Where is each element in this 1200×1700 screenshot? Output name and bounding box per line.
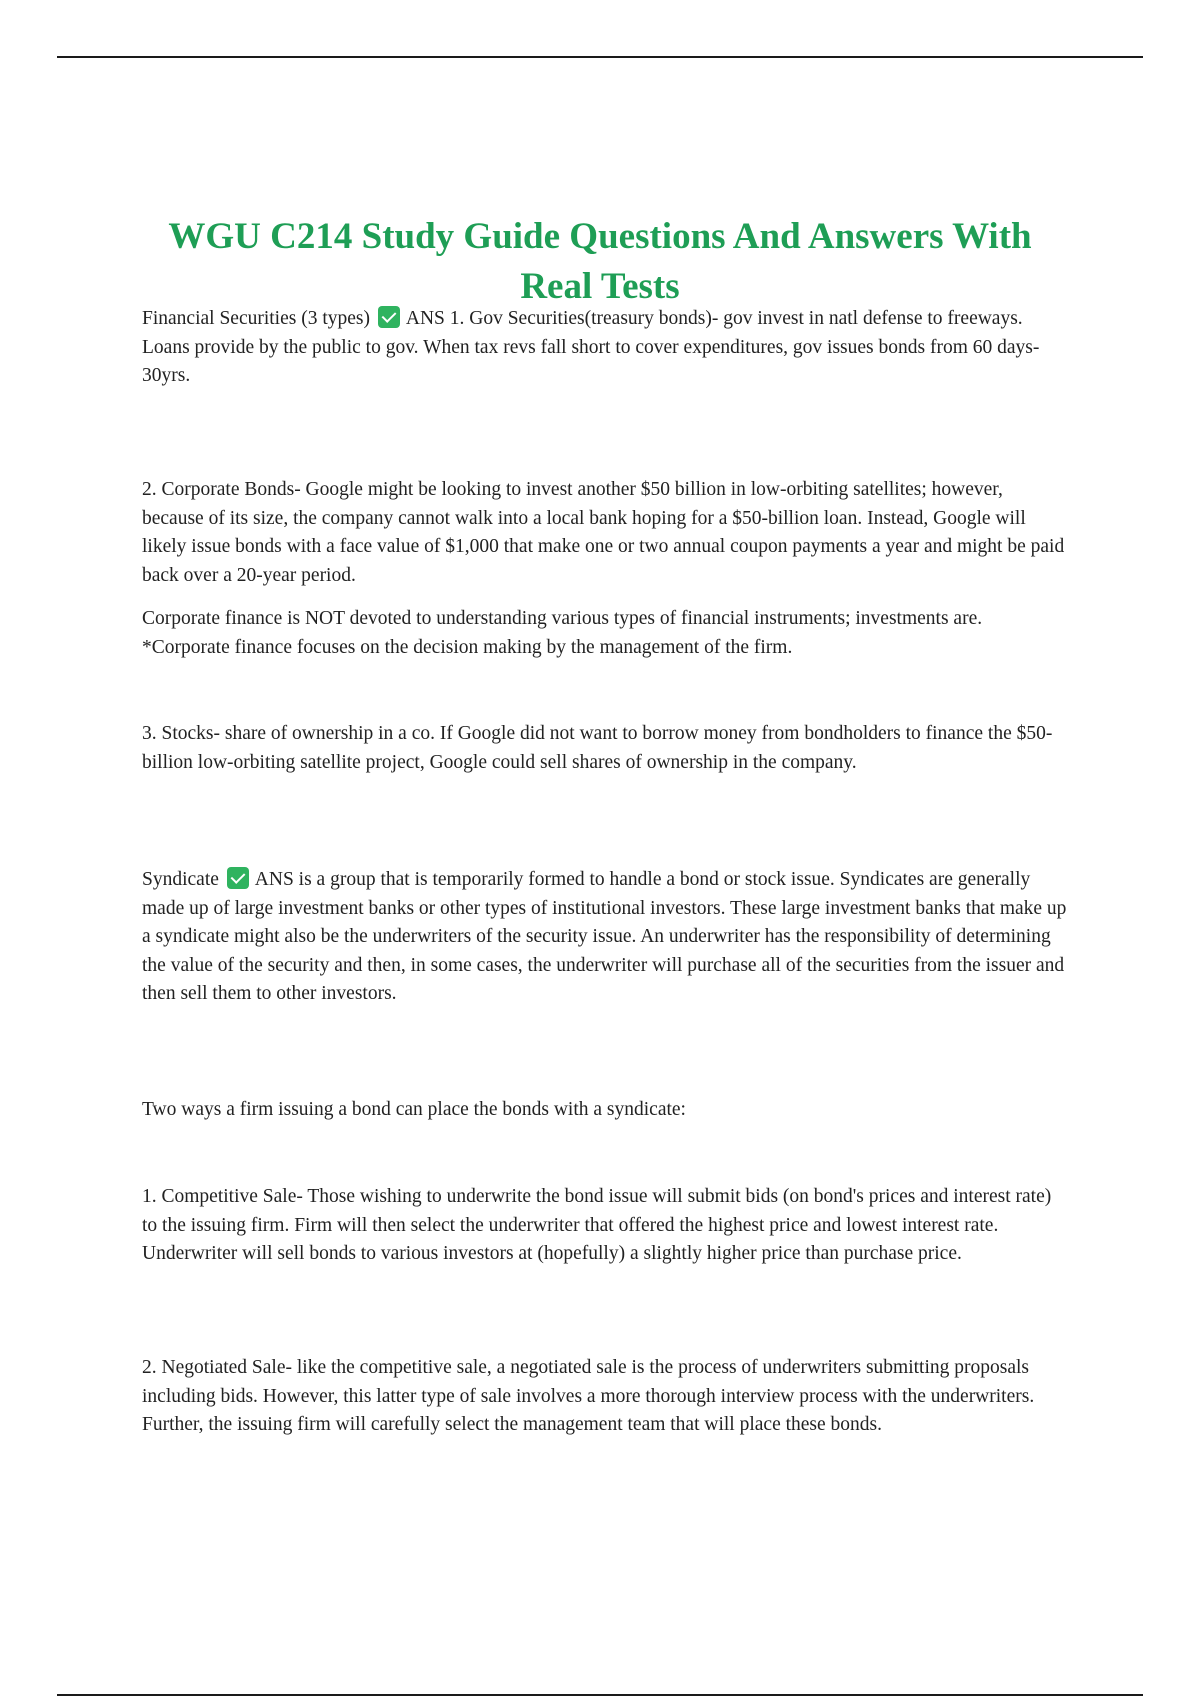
entry-negotiated-sale: 2. Negotiated Sale- like the competitive sale, a negotiated sale is the process of underwriters submitting proposals including bids. However, this latter type of sale involves a more thorough interview process with the underwriters. Further, the issuing firm will carefully select the management team that will place these bonds. bbox=[142, 1357, 1035, 1436]
answer-prefix: ANS bbox=[405, 308, 445, 329]
entry-corporate-finance: Corporate finance is NOT devoted to understanding various types of financial instruments; investments are. *Corporate finance focuses on the decision making by the management of the firm. bbox=[142, 608, 983, 658]
entry-answer: is a group that is temporarily formed to handle a bond or stock issue. Syndicates are generally made up of large investment banks or other types of institutional investors. These large investment banks that make up a syndicate might also be the underwriters of the security issue. An underwriter has the responsibility of determining the value of the security and then, in some cases, the underwriter will purchase all of the securities from the issuer and then sell them to other investors. bbox=[142, 869, 1067, 1005]
entry-corporate-bonds: 2. Corporate Bonds- Google might be looking to invest another $50 billion in low-orbiting satellites; however, because of its size, the company cannot walk into a local bank hoping for a $50-billion loan. Instead, Google will likely issue bonds with a face value of $1,000 that make one or two annual coupon payments a year and might be paid back over a 20-year period. bbox=[142, 479, 1065, 586]
entry-financial-securities bbox=[142, 305, 1067, 391]
entry-syndicate bbox=[142, 866, 1067, 1009]
check-icon bbox=[378, 306, 400, 328]
bottom-rule bbox=[57, 1694, 1143, 1696]
check-icon bbox=[227, 867, 249, 889]
entry-two-ways: Two ways a firm issuing a bond can place the bonds with a syndicate: bbox=[142, 1099, 686, 1120]
entry-term: Syndicate bbox=[142, 869, 219, 890]
answer-prefix: ANS bbox=[254, 869, 294, 890]
entry-competitive-sale: 1. Competitive Sale- Those wishing to underwrite the bond issue will submit bids (on bond's prices and interest rate) to the issuing firm. Firm will then select the underwriter that offered the highest price and lowest interest rate. Underwriter will sell bonds to various investors at (hopefully) a slightly higher price than purchase price. bbox=[142, 1186, 1052, 1265]
top-rule bbox=[57, 56, 1143, 58]
entry-term: Financial Securities (3 types) bbox=[142, 308, 370, 329]
entry-answer: 1. Gov Securities(treasury bonds)- gov invest in natl defense to freeways. Loans provide by the public to gov. When tax revs fall short to cover expenditures, gov issues bonds from 60 days-30yrs. bbox=[142, 308, 1040, 387]
document-title: WGU C214 Study Guide Questions And Answers With Real Tests bbox=[168, 216, 1032, 307]
entry-stocks: 3. Stocks- share of ownership in a co. If Google did not want to borrow money from bondholders to finance the $50-billion low-orbiting satellite project, Google could sell shares of ownership in the company. bbox=[142, 723, 1053, 773]
